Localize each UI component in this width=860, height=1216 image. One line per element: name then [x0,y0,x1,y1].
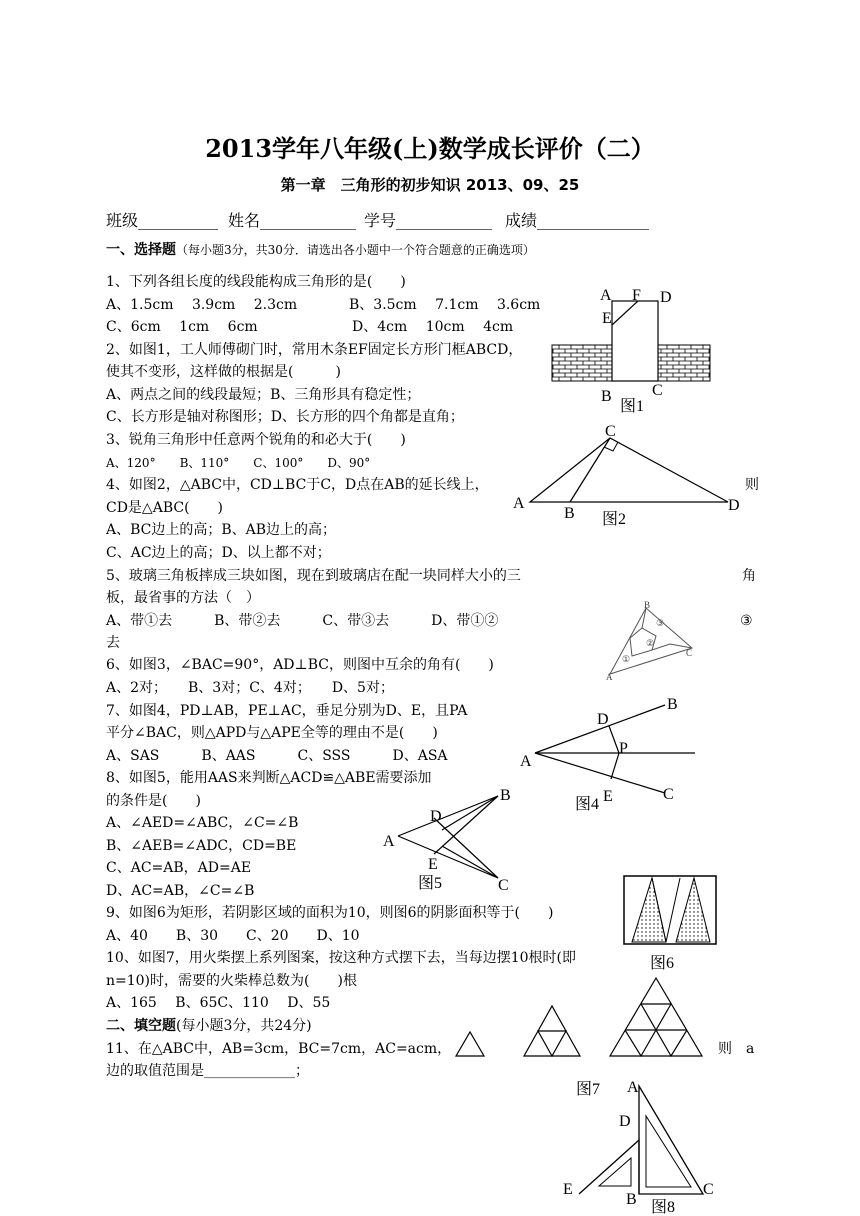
class-field: 班级__________ [106,211,219,230]
q11-then: 则 a [718,1041,755,1057]
fig8-label-d: D [619,1113,631,1130]
fig3-label-a: A [606,672,613,682]
figure-6 [620,874,720,974]
student-id-field: 学号____________ [364,211,493,230]
q2-options-ab: A、两点之间的线段最短；B、三角形具有稳定性； [106,387,421,403]
page-subtitle: 第一章 三角形的初步知识 2013、09、25 [280,176,580,194]
q5-line1: 5、玻璃三角板摔成三块如图，现在到玻璃店在配一块同样大小的三 [106,568,521,584]
q4-options-cd: C、AC边上的高；D、以上都不对； [106,545,331,561]
q1-option-d: D、4cm 10cm 4cm [352,319,514,335]
section2-heading [106,1017,312,1035]
q2-line2: 使其不变形，这样做的根据是( ) [106,364,341,380]
section2-title: 二、填空题 [106,1018,176,1034]
fig2-label-c: C [605,423,616,440]
q4-line1: 4、如图2，△ABC中，CD⊥BC于C，D点在AB的延长线上， [106,477,489,493]
figure-2 [510,420,750,530]
fig7-pattern-n2 [524,1006,580,1056]
fig1-door-frame [612,301,658,381]
section1-title: 一、选择题 [106,242,176,258]
fig2-caption: 图2 [602,511,627,528]
q11-line2: 边的取值范围是_____________； [106,1063,309,1079]
q7-options: A、SAS B、AAS C、SSS D、ASA [106,748,448,764]
fig4-segment-pe [611,753,619,779]
fig4-ray-ac [535,753,665,793]
fig8-label-e: E [563,1181,573,1198]
q3-stem: 3、锐角三角形中任意两个锐角的和必大于( ) [106,432,406,448]
fig5-segment-be [434,796,498,854]
section1-heading [106,241,535,259]
q10-options: A、165 B、65C、110 D、55 [106,995,331,1011]
fig8-label-b: B [626,1191,637,1208]
fig4-label-e: E [603,788,613,805]
q9-stem: 9、如图6为矩形，若阴影区域的面积为10，则图6的阴影面积等于( ) [106,905,554,921]
q1-stem: 1、下列各组长度的线段能构成三角形的是( ) [106,274,406,290]
q7-line2: 平分∠BAC，则△APD与△APE全等的理由不是( ) [106,725,438,741]
q5-options: A、带①去 B、带②去 C、带③去 D、带①② [106,613,499,629]
q1-option-b: B、3.5cm 7.1cm 3.6cm [349,297,541,313]
fig1-label-b: B [601,388,612,405]
fig5-label-e: E [428,856,438,873]
fig4-segment-pd [609,726,619,753]
q7-line1: 7、如图4，PD⊥AB，PE⊥AC，垂足分别为D、E，且PA [106,703,468,719]
name-field: 姓名____________ [228,211,357,230]
fig1-label-c: C [652,382,663,399]
q8-option-d: D、AC=AB，∠C=∠B [106,883,255,899]
fig1-label-f: F [632,287,641,304]
fig6-caption: 图6 [650,955,675,972]
q10-line2: n=10)时，需要的火柴棒总数为( )根 [106,973,357,989]
fig8-caption: 图8 [651,1199,676,1216]
q8-line2: 的条件是( ) [106,793,201,809]
fig8-label-a: A [627,1079,639,1096]
fig5-segment-cd [434,818,498,878]
fig2-label-d: D [728,497,740,514]
q8-option-b: B、∠AEB=∠ADC，CD=BE [106,838,297,854]
fig4-caption: 图4 [575,796,600,813]
figure-1 [550,285,720,415]
q4-options-ab: A、BC边上的高；B、AB边上的高； [106,522,337,538]
page-title: 2013学年八年级(上)数学成长评价（二） [205,134,655,163]
figure-3 [600,598,700,682]
q11-line1: 11、在△ABC中，AB=3cm，BC=7cm，AC=acm， [106,1041,452,1057]
fig7-pattern-n1 [456,1032,484,1056]
fig2-label-a: A [513,495,525,512]
fig8-large-triangle [639,1086,703,1194]
fig1-label-a: A [600,287,612,304]
fig5-label-a: A [383,833,395,850]
fig1-wall-right [658,345,710,381]
fig7-pattern-n3 [610,978,702,1056]
section2-note: (每小题3分，共24分) [176,1018,312,1034]
fig1-label-d: D [660,289,672,306]
q5-jiao: 角 [742,568,756,584]
fig1-wall-left [552,345,612,381]
figure-8 [555,1076,725,1216]
fig5-caption: 图5 [418,875,443,892]
fig2-label-b: B [564,505,575,522]
q4-line2: CD是△ABC( ) [106,500,223,516]
q5-line2: 板，最省事的方法（ ） [106,590,260,606]
fig3-label-c: C [686,648,693,658]
q1-option-a: A、1.5cm 3.9cm 2.3cm [106,297,298,313]
fig8-label-c: C [703,1181,714,1198]
fig5-path-abd [398,796,498,836]
q10-line1: 10、如图7，用火柴摆上系列图案，按这种方式摆下去，当每边摆10根时(即 [106,950,576,966]
fig4-label-p: P [619,740,628,757]
q3-options: A、120° B、110° C、100° D、90° [106,456,371,470]
fig1-caption: 图1 [620,398,645,415]
fig5-label-c: C [498,877,509,894]
fig3-label-b: B [644,600,651,610]
fig4-label-a: A [520,753,532,770]
q5-option-three: ③ [740,613,753,629]
q1-option-c: C、6cm 1cm 6cm [106,319,258,335]
fig4-label-c: C [663,786,674,803]
q6-stem: 6、如图3，∠BAC=90°，AD⊥BC，则图中互余的角有( ) [106,657,494,673]
q5-qu: 去 [106,635,120,651]
q8-option-a: A、∠AED=∠ABC，∠C=∠B [106,815,299,831]
figure-5 [380,786,530,896]
fig8-large-triangle-inner [646,1116,691,1187]
fig3-piece-1: ① [622,654,631,664]
fig5-label-d: D [430,808,442,825]
fig2-triangle-acd [530,438,728,502]
section1-note: （每小题3分，共30分．请选出各小题中一个符合题意的正确选项） [176,243,535,257]
fig3-piece-3: ③ [656,618,665,628]
q2-options-cd: C、长方形是轴对称图形；D、长方形的四个角都是直角； [106,409,464,425]
fig5-label-b: B [500,787,511,804]
fig7-caption: 图7 [576,1081,601,1098]
fig2-segment-cb [570,438,610,502]
score-field: 成绩______________ [505,211,650,230]
figure-4 [515,693,715,813]
fig3-piece-2: ② [646,638,655,648]
q8-line1: 8、如图5，能用AAS来判断△ACD≌△ABE需要添加 [106,770,432,786]
q6-options: A、2对； B、3对；C、4对； D、5对； [106,680,394,696]
q8-option-c: C、AC=AB，AD=AE [106,860,252,876]
fig5-path-ace [398,836,498,878]
q2-line1: 2、如图1，工人师傅砌门时，常用木条EF固定长方形门框ABCD， [106,342,523,358]
q9-options: A、40 B、30 C、20 D、10 [106,928,360,944]
fig4-label-d: D [597,711,609,728]
fig4-label-b: B [667,696,678,713]
q4-then: 则 [745,477,759,493]
fig1-label-e: E [602,310,612,327]
